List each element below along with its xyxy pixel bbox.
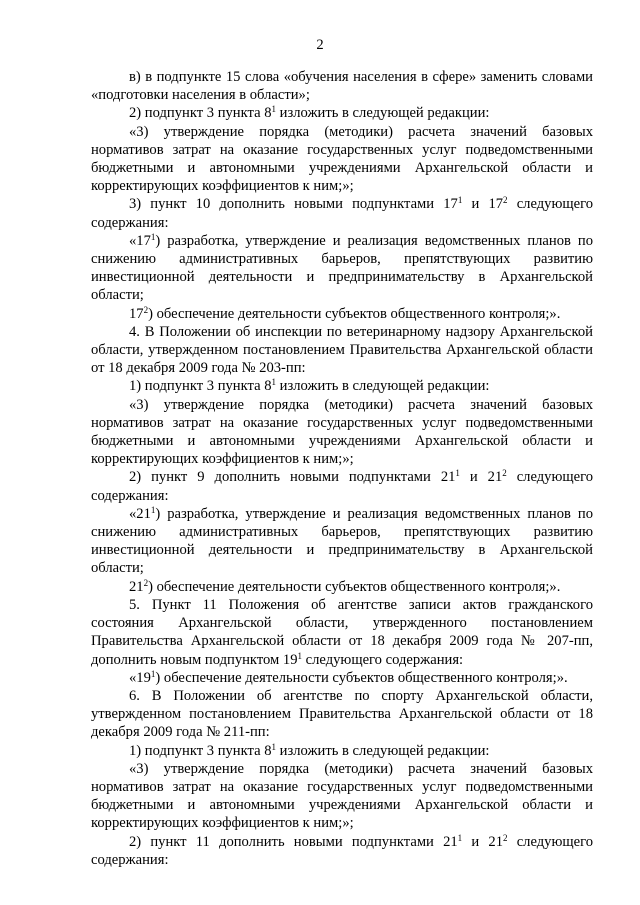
text-run: 2) пункт 9 дополнить новыми подпунктами 21 — [129, 469, 456, 486]
text-run: 3) пункт 10 дополнить новыми подпунктами 17 — [129, 196, 458, 213]
superscript: 1 — [455, 468, 460, 479]
text-run: ) разработка, утверждение и реализация ведомственных планов по снижению административных барьеров, препятствующих развитию инвестиционной деятельности и предпринимательству в Архангельской области; — [91, 505, 593, 577]
paragraph — [91, 468, 593, 504]
text-run: ) обеспечение деятельности субъектов общественного контроля;». — [155, 669, 568, 686]
paragraph — [91, 760, 593, 833]
superscript: 2 — [503, 195, 508, 206]
paragraph — [91, 123, 593, 196]
text-run: изложить в следующей редакции: — [276, 105, 490, 122]
text-run: «21 — [129, 505, 151, 522]
text-run: ) разработка, утверждение и реализация ведомственных планов по снижению административных барьеров, препятствующих развитию инвестиционной деятельности и предпринимательству в Архангельской области; — [91, 232, 593, 304]
paragraph — [91, 305, 593, 323]
text-run: изложить в следующей редакции: — [276, 378, 490, 395]
paragraph — [91, 742, 593, 760]
text-run: и 17 — [462, 196, 504, 213]
superscript: 2 — [143, 304, 149, 315]
paragraph — [91, 505, 593, 578]
text-run: 4. В Положении об инспекции по ветеринарному надзору Архангельской области, утвержденном постановлением Правительства Архангельской области от 18 декабря 2009 года № 203-пп: — [91, 323, 593, 377]
paragraph — [91, 195, 593, 231]
text-run: следующего содержания: — [91, 196, 593, 231]
text-run: «3) утверждение порядка (методики) расчета значений базовых нормативов затрат на оказание государственных услуг подведомственными бюджетными и автономными учреждениями Архангельской области и корректирующих коэффициентов к ним;»; — [91, 760, 593, 832]
text-run: и 21 — [462, 833, 503, 850]
paragraph — [91, 377, 593, 395]
superscript: 1 — [271, 104, 276, 115]
text-run: 17 — [129, 305, 144, 322]
text-run: изложить в следующей редакции: — [276, 742, 490, 759]
paragraph — [91, 323, 593, 378]
text-run: следующего содержания: — [302, 651, 464, 668]
text-run: 1) подпункт 3 пункта 8 — [129, 742, 272, 759]
superscript: 1 — [457, 195, 463, 206]
text-run: 1) подпункт 3 пункта 8 — [129, 378, 272, 395]
text-run: следующего содержания: — [91, 469, 594, 504]
text-run: «3) утверждение порядка (методики) расчета значений базовых нормативов затрат на оказание государственных услуг подведомственными бюджетными и автономными учреждениями Архангельской области и корректирующих коэффициентов к ним;»; — [91, 123, 593, 195]
page-number: 2 — [316, 37, 324, 53]
paragraph — [91, 68, 593, 104]
text-run: «19 — [129, 669, 151, 686]
text-run: 21 — [129, 578, 144, 595]
text-run: в) в подпункте 15 слова «обучения населения в сфере» заменить словами «подготовки населения в области»; — [91, 69, 593, 104]
paragraph — [91, 833, 593, 869]
paragraph — [91, 669, 593, 687]
superscript: 1 — [271, 377, 276, 388]
text-run: ) обеспечение деятельности субъектов общественного контроля;». — [148, 305, 561, 322]
superscript: 1 — [150, 668, 156, 679]
paragraph — [91, 687, 593, 742]
text-run: «17 — [129, 232, 151, 249]
text-run: 5. Пункт 11 Положения об агентстве записи актов гражданского состояния Архангельской области, утвержденного постановлением Правительства Архангельской области от 18 декабря 2009 года № 207-пп, дополнить новым подпунктом 19 — [91, 596, 593, 668]
document-body — [91, 68, 593, 869]
text-run: ) обеспечение деятельности субъектов общественного контроля;». — [148, 578, 561, 595]
superscript: 1 — [271, 741, 276, 752]
paragraph — [91, 578, 593, 596]
text-run: «3) утверждение порядка (методики) расчета значений базовых нормативов затрат на оказание государственных услуг подведомственными бюджетными и автономными учреждениями Архангельской области и корректирующих коэффициентов к ним;»; — [91, 396, 593, 468]
superscript: 2 — [143, 577, 149, 588]
text-run: 2) подпункт 3 пункта 8 — [129, 105, 272, 122]
superscript: 1 — [150, 504, 156, 515]
paragraph — [91, 396, 593, 469]
text-run: 2) пункт 11 дополнить новыми подпунктами 21 — [129, 833, 458, 850]
superscript: 2 — [503, 832, 508, 843]
text-run: 6. В Положении об агентстве по спорту Архангельской области, утвержденном постановлением Правительства Архангельской области от 18 декабря 2009 года № 211-пп: — [91, 687, 593, 741]
superscript: 1 — [297, 650, 303, 661]
text-run: и 21 — [459, 469, 503, 486]
superscript: 1 — [457, 832, 463, 843]
paragraph — [91, 596, 593, 669]
paragraph — [91, 232, 593, 305]
text-run: следующего содержания: — [91, 833, 594, 868]
paragraph — [91, 104, 593, 122]
superscript: 2 — [502, 468, 507, 479]
superscript: 1 — [150, 231, 156, 242]
